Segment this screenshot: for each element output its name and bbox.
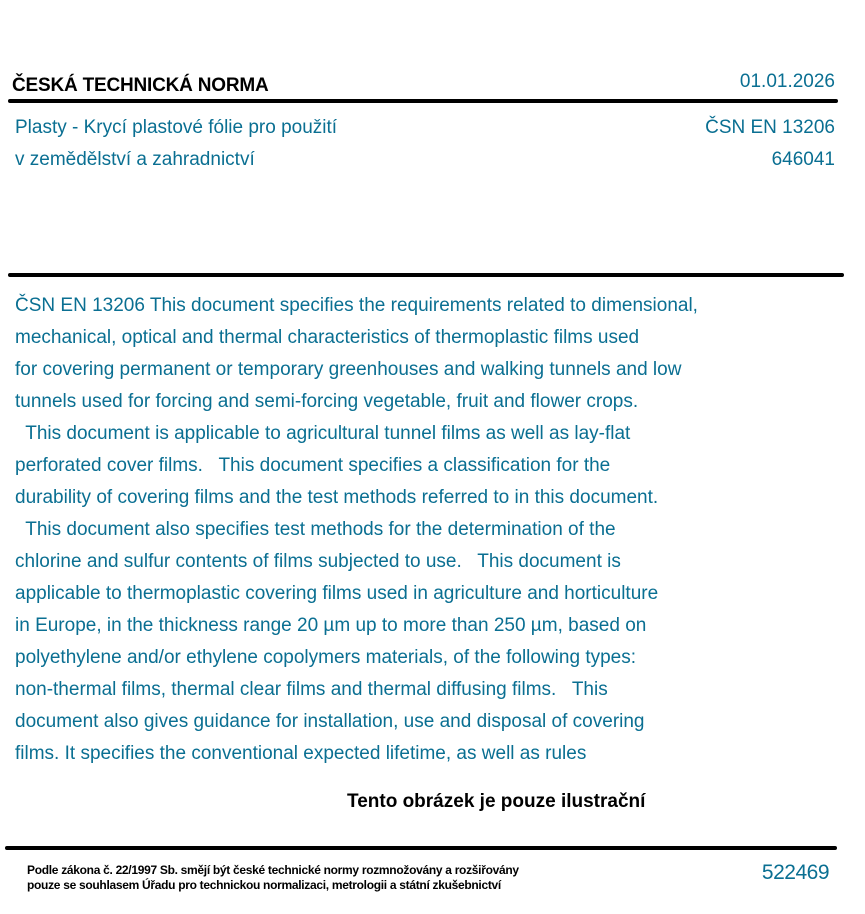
abstract-text xyxy=(15,290,815,770)
header-divider xyxy=(8,99,838,103)
document-title-line-1: Plasty - Krycí plastové fólie pro použití xyxy=(15,117,338,138)
abstract-line: document also gives guidance for installation, use and disposal of covering xyxy=(15,711,645,732)
document-number: 522469 xyxy=(761,861,829,884)
illustration-disclaimer: Tento obrázek je pouze ilustrační xyxy=(347,791,646,812)
abstract-line: non-thermal films, thermal clear films and thermal diffusing films. This xyxy=(15,679,608,700)
abstract-line: polyethylene and/or ethylene copolymers materials, of the following types: xyxy=(15,647,637,668)
legal-notice-line: Podle zákona č. 22/1997 Sb. smějí být české technické normy rozmnožovány a rozšiřovány xyxy=(27,863,519,877)
abstract-line: perforated cover films. This document specifies a classification for the xyxy=(15,455,611,476)
abstract-line: tunnels used for forcing and semi-forcing vegetable, fruit and flower crops. xyxy=(15,391,639,412)
footer-divider xyxy=(5,846,837,850)
norm-label: ČESKÁ TECHNICKÁ NORMA xyxy=(12,75,269,96)
effective-date: 01.01.2026 xyxy=(739,71,835,92)
classification-number: 646041 xyxy=(771,149,835,170)
abstract-line: films. It specifies the conventional expected lifetime, as well as rules xyxy=(15,743,587,764)
legal-notice xyxy=(27,863,519,893)
body-divider xyxy=(8,273,844,277)
abstract-line: applicable to thermoplastic covering films used in agriculture and horticulture xyxy=(15,583,659,604)
abstract-line: for covering permanent or temporary greenhouses and walking tunnels and low xyxy=(15,359,682,380)
abstract-line: durability of covering films and the test methods referred to in this document. xyxy=(15,487,659,508)
abstract-line: This document is applicable to agricultural tunnel films as well as lay-flat xyxy=(15,423,631,444)
abstract-line: ČSN EN 13206 This document specifies the requirements related to dimensional, xyxy=(15,295,698,316)
legal-notice-line: pouze se souhlasem Úřadu pro technickou normalizaci, metrologii a státní zkušebnictví xyxy=(27,878,501,892)
abstract-line: chlorine and sulfur contents of films subjected to use. This document is xyxy=(15,551,621,572)
abstract-line: mechanical, optical and thermal characteristics of thermoplastic films used xyxy=(15,327,640,348)
abstract-line: in Europe, in the thickness range 20 µm up to more than 250 µm, based on xyxy=(15,615,647,636)
standard-code: ČSN EN 13206 xyxy=(705,117,835,138)
abstract-line: This document also specifies test methods for the determination of the xyxy=(15,519,616,540)
document-title-line-2: v zemědělství a zahradnictví xyxy=(15,149,255,170)
